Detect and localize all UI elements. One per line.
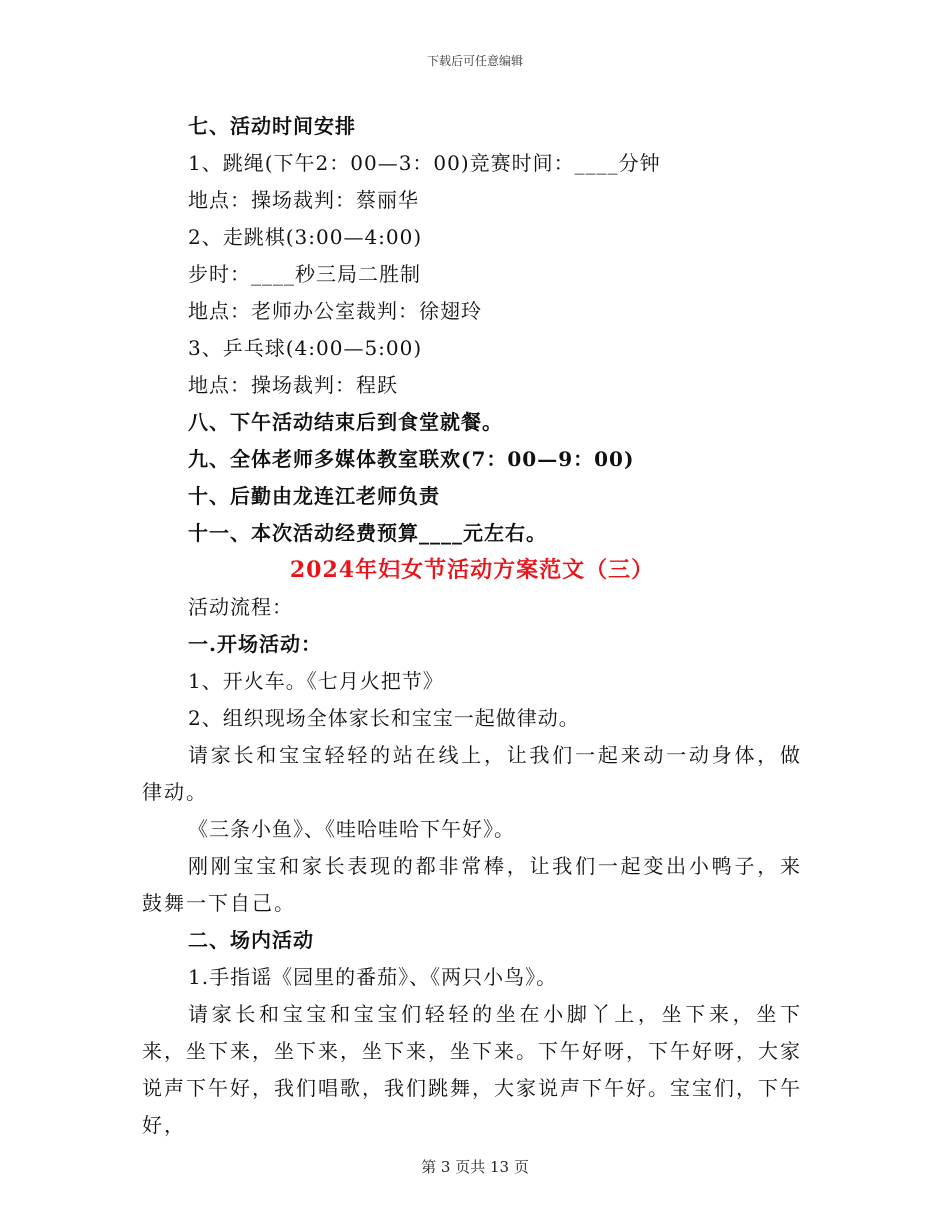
section-heading: 八、下午活动结束后到食堂就餐。: [188, 410, 503, 434]
body-line: 2、组织现场全体家长和宝宝一起做律动。: [188, 706, 580, 730]
body-line: 1.手指谣《园里的番茄》、《两只小鸟》。: [188, 965, 558, 989]
document-title: 2024年妇女节活动方案范文（三）: [289, 557, 655, 583]
body-line: 地点：操场裁判：程跃: [188, 373, 398, 397]
section-heading: 七、活动时间安排: [188, 114, 356, 138]
body-paragraph: 请家长和宝宝和宝宝们轻轻的坐在小脚丫上，坐下来，坐下来，坐下来，坐下来，坐下来，坐下来。下午好呀，下午好呀，大家说声下午好，我们唱歌，我们跳舞，大家说声下午好。宝宝们，下午好，: [142, 1002, 802, 1137]
section-heading: 十一、本次活动经费预算____元左右。: [188, 521, 547, 545]
body-line: 步时：____秒三局二胜制: [188, 262, 421, 286]
section-heading: 九、全体老师多媒体教室联欢(7：00—9：00): [188, 447, 635, 471]
page-header: 下载后可任意编辑: [426, 54, 523, 68]
body-line: 2、走跳棋(3:00—4:00): [188, 225, 423, 249]
page-footer: 第 3 页共 13 页: [421, 1158, 529, 1176]
body-paragraph: 请家长和宝宝轻轻的站在线上，让我们一起来动一动身体，做律动。: [142, 743, 802, 804]
body-line: 活动流程：: [188, 595, 293, 619]
body-line: 1、跳绳(下午2：00—3：00)竞赛时间：____分钟: [188, 151, 661, 175]
section-heading: 一.开场活动：: [188, 632, 322, 656]
body-line: 地点：老师办公室裁判：徐翅玲: [188, 299, 482, 323]
body-line: 地点：操场裁判：蔡丽华: [188, 188, 419, 212]
document-body: [142, 108, 802, 1144]
section-heading: 二、场内活动: [188, 928, 314, 952]
section-heading: 十、后勤由龙连江老师负责: [188, 484, 440, 508]
body-line: 《三条小鱼》、《哇哈哇哈下午好》。: [188, 817, 515, 841]
body-paragraph: 刚刚宝宝和家长表现的都非常棒，让我们一起变出小鸭子，来鼓舞一下自己。: [142, 854, 802, 915]
body-line: 1、开火车。《七月火把节》: [188, 669, 444, 693]
body-line: 3、乒乓球(4:00—5:00): [188, 336, 423, 360]
